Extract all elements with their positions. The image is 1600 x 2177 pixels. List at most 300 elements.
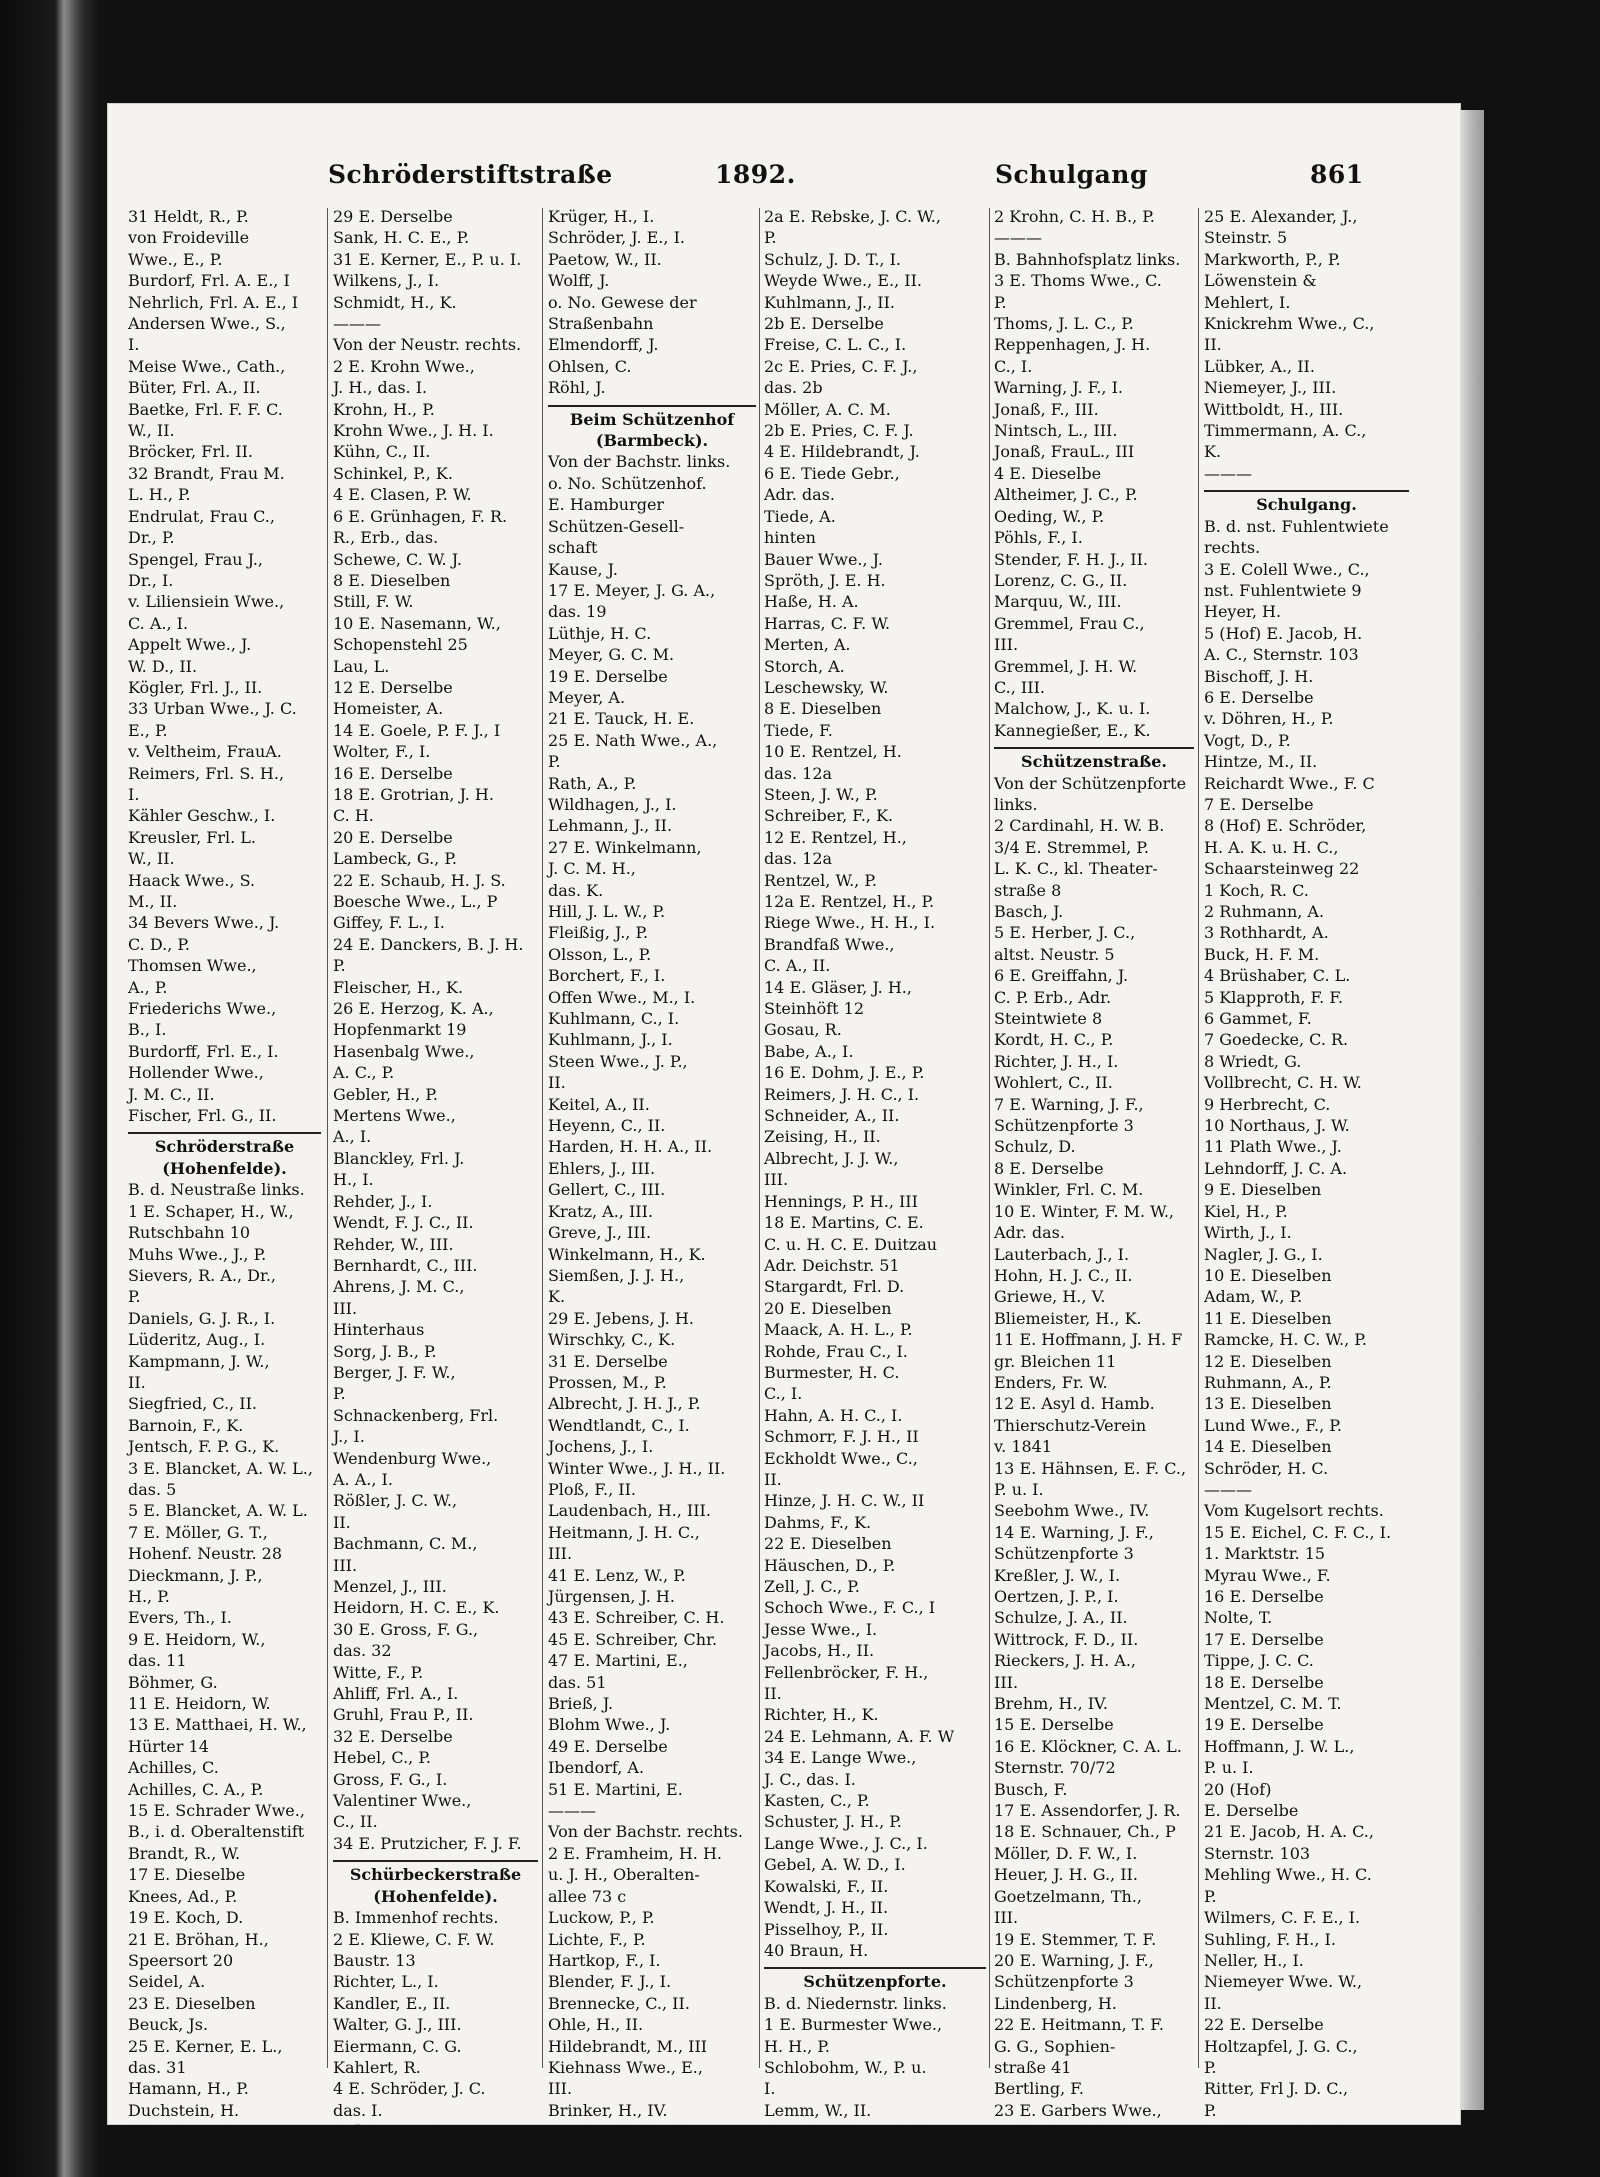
directory-entry: 20 E. Warning, J. F., [994, 1950, 1154, 1970]
directory-entry: Strecker Wwe., J., II [764, 2122, 928, 2142]
directory-entry: Schulz, D. [994, 1137, 1076, 1157]
directory-entry: Kordt, H. C., P. [994, 1030, 1114, 1050]
directory-entry: Lehndorff, J. C. A. [1204, 1158, 1348, 1178]
directory-entry: B., I. [128, 1020, 167, 1040]
directory-entry: Brinker, H., IV. [548, 2100, 668, 2120]
directory-entry: Laudenbach, H., III. [548, 1501, 711, 1521]
column-divider [542, 208, 543, 2068]
directory-entry: H. H., P. [764, 2036, 830, 2056]
directory-entry: 15 E. Eichel, C. F. C., I. [1204, 1522, 1392, 1542]
directory-entry: Schmorr, F. J. H., II [764, 1427, 919, 1447]
directory-entry: Meldau, H. C., IV. [548, 2122, 691, 2142]
directory-entry: Leschewsky, W. [764, 677, 889, 697]
directory-entry: Gebler, H., P. [333, 1084, 438, 1104]
column-1 [128, 206, 321, 2163]
directory-entry: Wendenburg Wwe., [333, 1448, 492, 1468]
directory-entry: Rath, A., P. [548, 773, 637, 793]
directory-entry: Homeister, A. [333, 699, 444, 719]
directory-entry: Lorenz, C. G., II. [994, 570, 1128, 590]
directory-entry: das. 51 [548, 1672, 607, 1692]
directory-entry: hinten [764, 528, 816, 548]
directory-entry: Niemeyer, J., III. [1204, 378, 1337, 398]
directory-entry: Heyenn, C., II. [548, 1116, 666, 1136]
directory-entry: P. u. I. [994, 1479, 1044, 1499]
directory-entry: das. 12a [764, 763, 833, 783]
directory-entry: Albrecht, J. H. J., P. [548, 1394, 701, 1414]
directory-entry: 2 Cardinahl, H. W. B. [994, 816, 1165, 836]
directory-entry: Schröder, H. C. [1204, 1458, 1329, 1478]
directory-entry: A., P. [128, 977, 168, 997]
directory-entry: 13 E. Matthaei, H. W., [128, 1715, 307, 1735]
directory-entry: Berger, J. F. W., [333, 1362, 456, 1382]
directory-entry: 22 E. Schaub, H. J. S. [333, 870, 506, 890]
directory-entry: Schröder, J. E., I. [548, 228, 685, 248]
directory-entry: Hebel, C., P. [333, 1748, 431, 1768]
directory-entry: Haack Wwe., S. [128, 870, 256, 890]
directory-entry: Kahlert, R. [333, 2057, 421, 2077]
directory-entry: 5 (Hof) E. Jacob, H. [1204, 623, 1363, 643]
directory-entry: Wwe., E., P. [128, 249, 223, 269]
directory-entry: III. [333, 1298, 358, 1318]
directory-entry: Heidorn, H. C. E., K. [333, 1598, 500, 1618]
section-heading: Schützenpforte. [764, 1967, 986, 1992]
directory-entry: Winkler, Frl. C. M. [994, 1180, 1144, 1200]
directory-entry: Krohn, H., P. [333, 399, 435, 419]
directory-entry: o. No. Gewese der [548, 292, 697, 312]
directory-entry: Tiede, F. [764, 720, 833, 740]
directory-entry: Hohn, H. J. C., II. [994, 1265, 1133, 1285]
directory-entry: Reimers, Frl. S. H., [128, 763, 285, 783]
directory-entry: Ehlers, J., III. [548, 1158, 656, 1178]
directory-entry: 17 E. Meyer, J. G. A., [548, 580, 716, 600]
column-5 [994, 206, 1194, 2163]
directory-entry: III. [333, 1555, 358, 1575]
directory-entry: 14 E. Warning, J. F., [994, 1522, 1154, 1542]
directory-entry: 12 E. Derselbe [333, 677, 453, 697]
directory-entry: Niemeyer Wwe. W., [1204, 1972, 1363, 1992]
directory-entry: Knickrehm Wwe., C., [1204, 314, 1375, 334]
directory-entry: o. No. Schützenhof. [548, 473, 707, 493]
directory-entry: J. C. M. H., [548, 859, 636, 879]
directory-entry: J. M. C., II. [128, 1084, 215, 1104]
directory-entry: III. [548, 2079, 573, 2099]
directory-entry: Rohde, Frau C., I. [764, 1341, 908, 1361]
directory-entry: B. d. Niedernstr. links. [764, 1993, 947, 2013]
directory-entry: Barnoin, F., K. [128, 1415, 244, 1435]
directory-entry: Siegfried, C., II. [128, 1394, 258, 1414]
directory-entry: Garbers, P. H. C. [994, 2143, 1129, 2163]
directory-entry: Offen Wwe., M., I. [548, 987, 696, 1007]
directory-entry: Vogt, D., P. [1204, 730, 1291, 750]
directory-entry: allee 73 c [548, 1886, 627, 1906]
column-divider [327, 208, 328, 2068]
directory-entry: v. 1841 [994, 1437, 1053, 1457]
directory-entry: Adr. das. [994, 1223, 1065, 1243]
directory-entry: II. [548, 1073, 566, 1093]
directory-entry: Häuschen, D., P. [764, 1555, 896, 1575]
directory-entry: 7 E. Warning, J. F., [994, 1094, 1144, 1114]
directory-entry: Dr., P. [128, 528, 175, 548]
directory-entry: 8 E. Dieselben [333, 570, 451, 590]
directory-entry: Beuck, Js. [128, 2015, 209, 2035]
directory-entry: Sternstr. 70/72 [994, 1758, 1116, 1778]
directory-entry: 15 E. Schrader Wwe., [128, 1801, 305, 1821]
directory-entry: Nintsch, L., III. [994, 421, 1118, 441]
directory-entry: Dahms, F., K. [764, 1512, 872, 1532]
directory-entry: Fischer, Frl. G., II. [128, 1106, 277, 1126]
directory-entry: ——— [548, 1801, 596, 1821]
directory-entry: 27 E. Derselbe [128, 2122, 248, 2142]
directory-entry: 11 Plath Wwe., J. [1204, 1137, 1342, 1157]
section-heading: (Hohenfelde). [373, 1886, 498, 1906]
directory-entry: Albrecht, J. J. W., [764, 1148, 899, 1168]
directory-entry: H., I. [333, 1170, 374, 1190]
directory-entry: 19 E. Stemmer, T. F. [994, 1929, 1157, 1949]
directory-entry: A. C., P. [333, 1063, 395, 1083]
page-number: 861 [1310, 160, 1364, 189]
directory-entry: B. Immenhof rechts. [333, 1908, 499, 1928]
directory-entry: Hürter 14 [128, 1736, 209, 1756]
directory-entry: W., II. [128, 849, 175, 869]
directory-entry: 22 E. Dieselben [764, 1534, 892, 1554]
directory-entry: Lange Wwe., J. C., I. [764, 1833, 928, 1853]
column-3 [548, 206, 756, 2142]
directory-entry: 17 E. Assendorfer, J. R. [994, 1801, 1181, 1821]
directory-entry: H. A. K. u. H. C., [1204, 837, 1339, 857]
directory-entry: A. C., Sternstr. 103 [1204, 645, 1359, 665]
directory-entry: Sorg, J. B., P. [333, 1341, 437, 1361]
directory-entry: P. [994, 292, 1007, 312]
section-heading: Schulgang. [1204, 490, 1409, 515]
directory-entry: Vom Kugelsort rechts. [1204, 1501, 1384, 1521]
directory-entry: Steen Wwe., J. P., [548, 1051, 688, 1071]
directory-entry: Heitmann, J. H. C., [548, 1522, 700, 1542]
directory-entry: 29 E. Derselbe [333, 207, 453, 226]
directory-entry: Mertens Wwe., [333, 1106, 456, 1126]
directory-entry: 3 E. Blancket, A. W. L., [128, 1458, 313, 1478]
directory-entry: G. G., Sophien- [994, 2036, 1116, 2056]
directory-entry: schaft [548, 538, 598, 558]
directory-entry: Schulze, J. A., II. [994, 1608, 1128, 1628]
directory-entry: 18 E. Derselbe [1204, 1672, 1324, 1692]
directory-entry: Knees, Ad., P. [128, 1886, 238, 1906]
directory-entry: Ibendorf, A. [548, 1758, 645, 1778]
directory-entry: 23 E. Garbers Wwe., [994, 2100, 1162, 2120]
page-edge [1460, 110, 1484, 2110]
directory-entry: C., I. [994, 356, 1033, 376]
directory-entry: Schmidt, H., K. [333, 292, 457, 312]
directory-entry: C. A., II. [764, 956, 831, 976]
directory-entry: Nagler, J. G., I. [1204, 1244, 1323, 1264]
directory-entry: E. Derselbe [1204, 1801, 1299, 1821]
directory-entry: Gödel Wwe., A., III [764, 2143, 917, 2163]
directory-entry: 3 Rothhardt, A. [1204, 923, 1329, 943]
directory-entry: I. [128, 784, 140, 804]
directory-entry: Kratz, A., III. [548, 1201, 654, 1221]
directory-entry: Riege Wwe., H. H., I. [764, 913, 936, 933]
directory-entry: Schützenpforte 3 [994, 1544, 1134, 1564]
directory-entry: Lauterbach, J., I. [994, 1244, 1130, 1264]
directory-entry: 30 E. Gross, F. G., [333, 1619, 479, 1639]
directory-entry: Schneider, A., II. [764, 1106, 900, 1126]
directory-entry: Jacobs, H., II. [764, 1641, 875, 1661]
directory-entry: P. [764, 228, 777, 248]
directory-entry: 7 E. Möller, G. T., [128, 1522, 268, 1542]
directory-entry: C., III. [994, 677, 1045, 697]
directory-entry: Walter, G. J., III. [333, 2015, 462, 2035]
directory-entry: 14 E. Goele, P. F. J., I [333, 720, 501, 740]
directory-entry: Malchow, J., K. u. I. [994, 699, 1151, 719]
directory-entry: Schoch Wwe., F. C., I [764, 1598, 936, 1618]
directory-entry: Wittrock, F. D., II. [994, 1629, 1139, 1649]
directory-entry: Reppenhagen, J. H. [994, 335, 1151, 355]
directory-entry: Freise, C. L. C., I. [764, 335, 907, 355]
directory-entry: das. 12a [764, 849, 833, 869]
directory-entry: Seebohm Wwe., IV. [994, 1501, 1150, 1521]
directory-entry: R., Erb., das. [333, 528, 439, 548]
directory-entry: Kasten, C., P. [764, 1791, 870, 1811]
directory-entry: Eiermann, C. G. [333, 2036, 462, 2056]
directory-entry: Bröcker, Frl. II. [128, 442, 253, 462]
directory-entry: Maack, A. H. L., P. [764, 1320, 913, 1340]
directory-entry: 2a E. Rebske, J. C. W., [764, 207, 941, 226]
directory-entry: 16 E. Derselbe [1204, 1587, 1324, 1606]
directory-entry: Babe, A., I. [764, 1041, 854, 1061]
directory-entry: III. [994, 1908, 1019, 1928]
directory-entry: 16 E. Dohm, J. E., P. [764, 1063, 925, 1083]
directory-entry: 5 E. Herber, J. C., [994, 923, 1136, 943]
directory-entry: ——— [333, 314, 381, 334]
directory-entry: altst. Neustr. 5 [994, 944, 1115, 964]
directory-entry: P. [1204, 1886, 1217, 1906]
directory-entry: Jentsch, F. P. G., K. [128, 1437, 280, 1457]
directory-entry: ——— [1204, 1479, 1252, 1499]
directory-entry: 49 E. Derselbe [548, 1736, 668, 1756]
directory-entry: Kuhlmann, J., II. [764, 292, 895, 312]
directory-entry: Kuhlmann, J., I. [548, 1030, 673, 1050]
directory-entry: Mentzel, C. M. T. [1204, 1694, 1342, 1714]
directory-entry: Fleißig, J., P. [548, 923, 649, 943]
directory-entry: Lemm, W., II. [764, 2100, 872, 2120]
directory-entry: Witte, F., P. [333, 1662, 424, 1682]
directory-entry: Valentiner Wwe., [333, 1791, 472, 1811]
directory-entry: Schützen-Gesell- [548, 516, 685, 536]
directory-entry: 8 E. Derselbe [994, 1158, 1104, 1178]
directory-entry: Markworth, P., P. [1204, 249, 1341, 269]
directory-entry: Blanckley, Frl. J. [333, 1148, 465, 1168]
directory-entry: Gebel, A. W. D., I. [764, 1855, 906, 1875]
directory-entry: 33 Urban Wwe., J. C. [128, 699, 297, 719]
directory-entry: Steintwiete 8 [994, 1009, 1103, 1029]
directory-entry: Kühn, C., II. [333, 442, 431, 462]
directory-entry: Steinstr. 5 [1204, 228, 1288, 248]
directory-entry: B. Bahnhofsplatz links. [994, 249, 1181, 269]
directory-entry: Keitel, A., II. [548, 1094, 650, 1114]
directory-entry: links. [994, 794, 1038, 814]
directory-entry: Spengel, Frau J., [128, 549, 263, 569]
directory-entry: 5 E. Blancket, A. W. L. [128, 1501, 308, 1521]
directory-entry: W., II. [128, 421, 175, 441]
directory-entry: Myrau Wwe., F. [1204, 1565, 1331, 1585]
directory-entry: 2b E. Derselbe [764, 314, 884, 334]
directory-entry: Kowalski, F., II. [764, 1876, 889, 1896]
directory-entry: Hoffmann, J. W. L., [1204, 1736, 1355, 1756]
directory-entry: 51 E. Martini, E. [548, 1779, 683, 1799]
directory-entry: Brehm, H., IV. [994, 1694, 1108, 1714]
directory-entry: Schaarsteinweg 22 [1204, 859, 1360, 879]
directory-entry: C. u. H. C. E. Duitzau [764, 1234, 938, 1254]
directory-entry: Oeding, W., P. [994, 506, 1105, 526]
directory-entry: 2 E. Kliewe, C. F. W. [333, 1929, 495, 1949]
directory-entry: 4 E. Schröder, J. C. [333, 2079, 486, 2099]
directory-entry: 45 E. Schreiber, Chr. [548, 1629, 718, 1649]
directory-entry: 24 E. Danckers, B. J. H. [333, 934, 524, 954]
running-head-left: Schröderstiftstraße [328, 160, 613, 189]
directory-entry: Bauer Wwe., J. [764, 549, 883, 569]
directory-entry: Paetow, W., II. [548, 249, 662, 269]
directory-entry: Bertling, F. [994, 2079, 1084, 2099]
directory-entry: Wendt, F. J. C., II. [333, 1213, 474, 1233]
directory-entry: Jesse Wwe., I. [764, 1619, 878, 1639]
directory-entry: Schnackenberg, Frl. [333, 1405, 499, 1425]
directory-entry: 2 E. Krohn Wwe., [333, 356, 475, 376]
directory-entry: Von der Neustr. rechts. [333, 335, 522, 355]
directory-entry: ——— [994, 228, 1042, 248]
directory-entry: 22 E. Derselbe [1204, 2015, 1324, 2035]
section-heading: Schützenstraße. [994, 747, 1194, 772]
directory-entry: Wilmers, C. F. E., I. [1204, 1908, 1361, 1928]
section-heading: (Barmbeck). [595, 431, 709, 451]
directory-entry: Goetzelmann, Th., [994, 1886, 1142, 1906]
directory-entry: II. [764, 1684, 782, 1704]
directory-entry: J. H., das. I. [333, 378, 428, 398]
directory-entry: 2 E. Framheim, H. H. [548, 1843, 722, 1863]
directory-entry: straße 8 [994, 880, 1062, 900]
directory-entry: Rieckers, J. H. A., [994, 1651, 1136, 1671]
directory-entry: Meyer, A. [548, 687, 626, 707]
directory-entry: Reichardt Wwe., F. C [1204, 773, 1375, 793]
directory-entry: Lindenberg, H. [994, 1993, 1117, 2013]
directory-entry: Gross, F. G., I. [333, 1769, 448, 1789]
directory-entry: Evers, Th., I. [128, 1608, 232, 1628]
running-head-year: 1892. [715, 160, 796, 189]
directory-entry: II. [764, 1469, 782, 1489]
directory-entry: Möller, A. C. M. [764, 399, 891, 419]
directory-entry: Suhling, F. H., I. [1204, 1929, 1336, 1949]
directory-entry: Mehling Wwe., H. C. [1204, 1865, 1372, 1885]
directory-entry: 21 E. Jacob, H. A. C., [1204, 1822, 1374, 1842]
directory-entry: Sievers, R. A., Dr., [128, 1265, 277, 1285]
directory-entry: Jonaß, F., III. [994, 399, 1099, 419]
directory-entry: 6 E. Grünhagen, F. R. [333, 506, 508, 526]
directory-entry: 5 Klapproth, F. F. [1204, 987, 1344, 1007]
directory-entry: Hintze, M., II. [1204, 752, 1318, 772]
running-head-right: Schulgang [995, 160, 1148, 189]
directory-entry: 20 E. Derselbe [333, 827, 453, 847]
column-divider [1198, 208, 1199, 2068]
directory-entry: Kause, J. [548, 559, 618, 579]
directory-entry: 8 Wriedt, G. [1204, 1051, 1302, 1071]
directory-entry: Kähler Geschw., I. [128, 806, 276, 826]
directory-entry: Eckholdt Wwe., C., [764, 1448, 918, 1468]
directory-entry: Enders, Fr. W. [994, 1372, 1108, 1392]
directory-entry: 18 E. Grotrian, J. H. [333, 784, 494, 804]
directory-entry: Bischoff, J. H. [1204, 666, 1314, 686]
directory-entry: 27 E. Winkelmann, [548, 837, 702, 857]
directory-entry: B. d. nst. Fuhlentwiete [1204, 516, 1389, 536]
directory-entry: Elmendorff, J. [548, 335, 659, 355]
directory-entry: Hinze, J. H. C. W., II [764, 1491, 925, 1511]
directory-entry: 17 E. Derselbe [1204, 1629, 1324, 1649]
directory-entry: Luckow, P., P. [548, 1908, 655, 1928]
directory-entry: I. [128, 335, 140, 355]
directory-entry: K. [548, 1287, 566, 1307]
directory-entry: II. [1204, 335, 1222, 355]
directory-entry: III. [764, 1170, 789, 1190]
directory-entry: Warning, J. F., I. [994, 378, 1123, 398]
directory-entry: Gosau, R. [764, 1020, 842, 1040]
directory-entry: Spröth, J. E. H. [764, 570, 886, 590]
directory-entry: Haße, H. A. [764, 592, 859, 612]
directory-entry: Dr., I. [128, 570, 174, 590]
directory-entry: 15 E. Derselbe [994, 1715, 1114, 1735]
directory-entry: Ruhmann, A., P. [1204, 1372, 1332, 1392]
directory-entry: Wendt, J. H., II. [764, 1898, 889, 1918]
directory-entry: 4 E. Hildebrandt, J. [764, 442, 920, 462]
directory-entry: 6 Gammet, F. [1204, 1009, 1312, 1029]
directory-entry: Hartkop, F., I. [548, 1950, 661, 1970]
directory-entry: Burdorf, Frl. A. E., I [128, 271, 290, 291]
directory-entry: P. [1204, 2057, 1217, 2077]
directory-entry: Harras, C. F. W. [764, 613, 891, 633]
directory-entry: Brandt, R., W. [128, 1843, 241, 1863]
directory-entry: Baustr. 13 [333, 1950, 416, 1970]
directory-entry: 40 Braun, H. [764, 1940, 869, 1960]
directory-entry: Greve, J., III. [548, 1223, 652, 1243]
directory-entry: Griewe, H., V. [994, 1287, 1106, 1307]
directory-entry: 8 (Hof) E. Schröder, [1204, 816, 1367, 836]
directory-entry: 1 E. Burmester Wwe., [764, 2015, 943, 2035]
directory-entry: Brandfaß Wwe., [764, 934, 895, 954]
directory-entry: 10 E. Dieselben [1204, 1265, 1332, 1285]
directory-entry: Tiede, A. [764, 506, 836, 526]
directory-entry: 11 E. Hoffmann, J. H. F [994, 1330, 1183, 1350]
directory-entry: P. u. I. [1204, 1758, 1254, 1778]
directory-entry: K. [1204, 442, 1222, 462]
directory-entry: Ohle, H., II. [548, 2015, 644, 2035]
directory-entry: das. 32 [333, 1641, 392, 1661]
directory-entry: J. C., das. I. [764, 1769, 856, 1789]
directory-entry: Lau, L. [333, 656, 390, 676]
directory-entry: Appelt Wwe., J. [128, 635, 252, 655]
directory-entry: Hahn, A. H. C., I. [764, 1405, 903, 1425]
directory-entry: Seidel, A. [128, 1972, 206, 1992]
directory-entry: 6 E. Tiede Gebr., [764, 463, 900, 483]
column-divider [759, 208, 760, 2068]
directory-entry: Von der Schützenpforte [994, 773, 1187, 793]
directory-entry: Richter, J. H., I. [994, 1051, 1119, 1071]
directory-entry: Speersort 20 [128, 1950, 234, 1970]
directory-entry: v. Döhren, H., P. [1204, 709, 1334, 729]
directory-entry: 34 E. Prutzicher, F. J. F. [333, 1833, 522, 1853]
directory-entry: Brennecke, C., II. [548, 1993, 690, 2013]
directory-entry: 6 E. Greiffahn, J. [994, 966, 1129, 986]
directory-entry: 24 E. Lehmann, A. F. W [764, 1726, 955, 1746]
section-heading: Schürbeckerstraße [333, 1860, 538, 1885]
directory-entry: Siemßen, J. J. H., [548, 1265, 685, 1285]
directory-entry: 4 Brüshaber, C. L. [1204, 966, 1351, 986]
directory-entry: 18 E. Martins, C. E. [764, 1213, 924, 1233]
